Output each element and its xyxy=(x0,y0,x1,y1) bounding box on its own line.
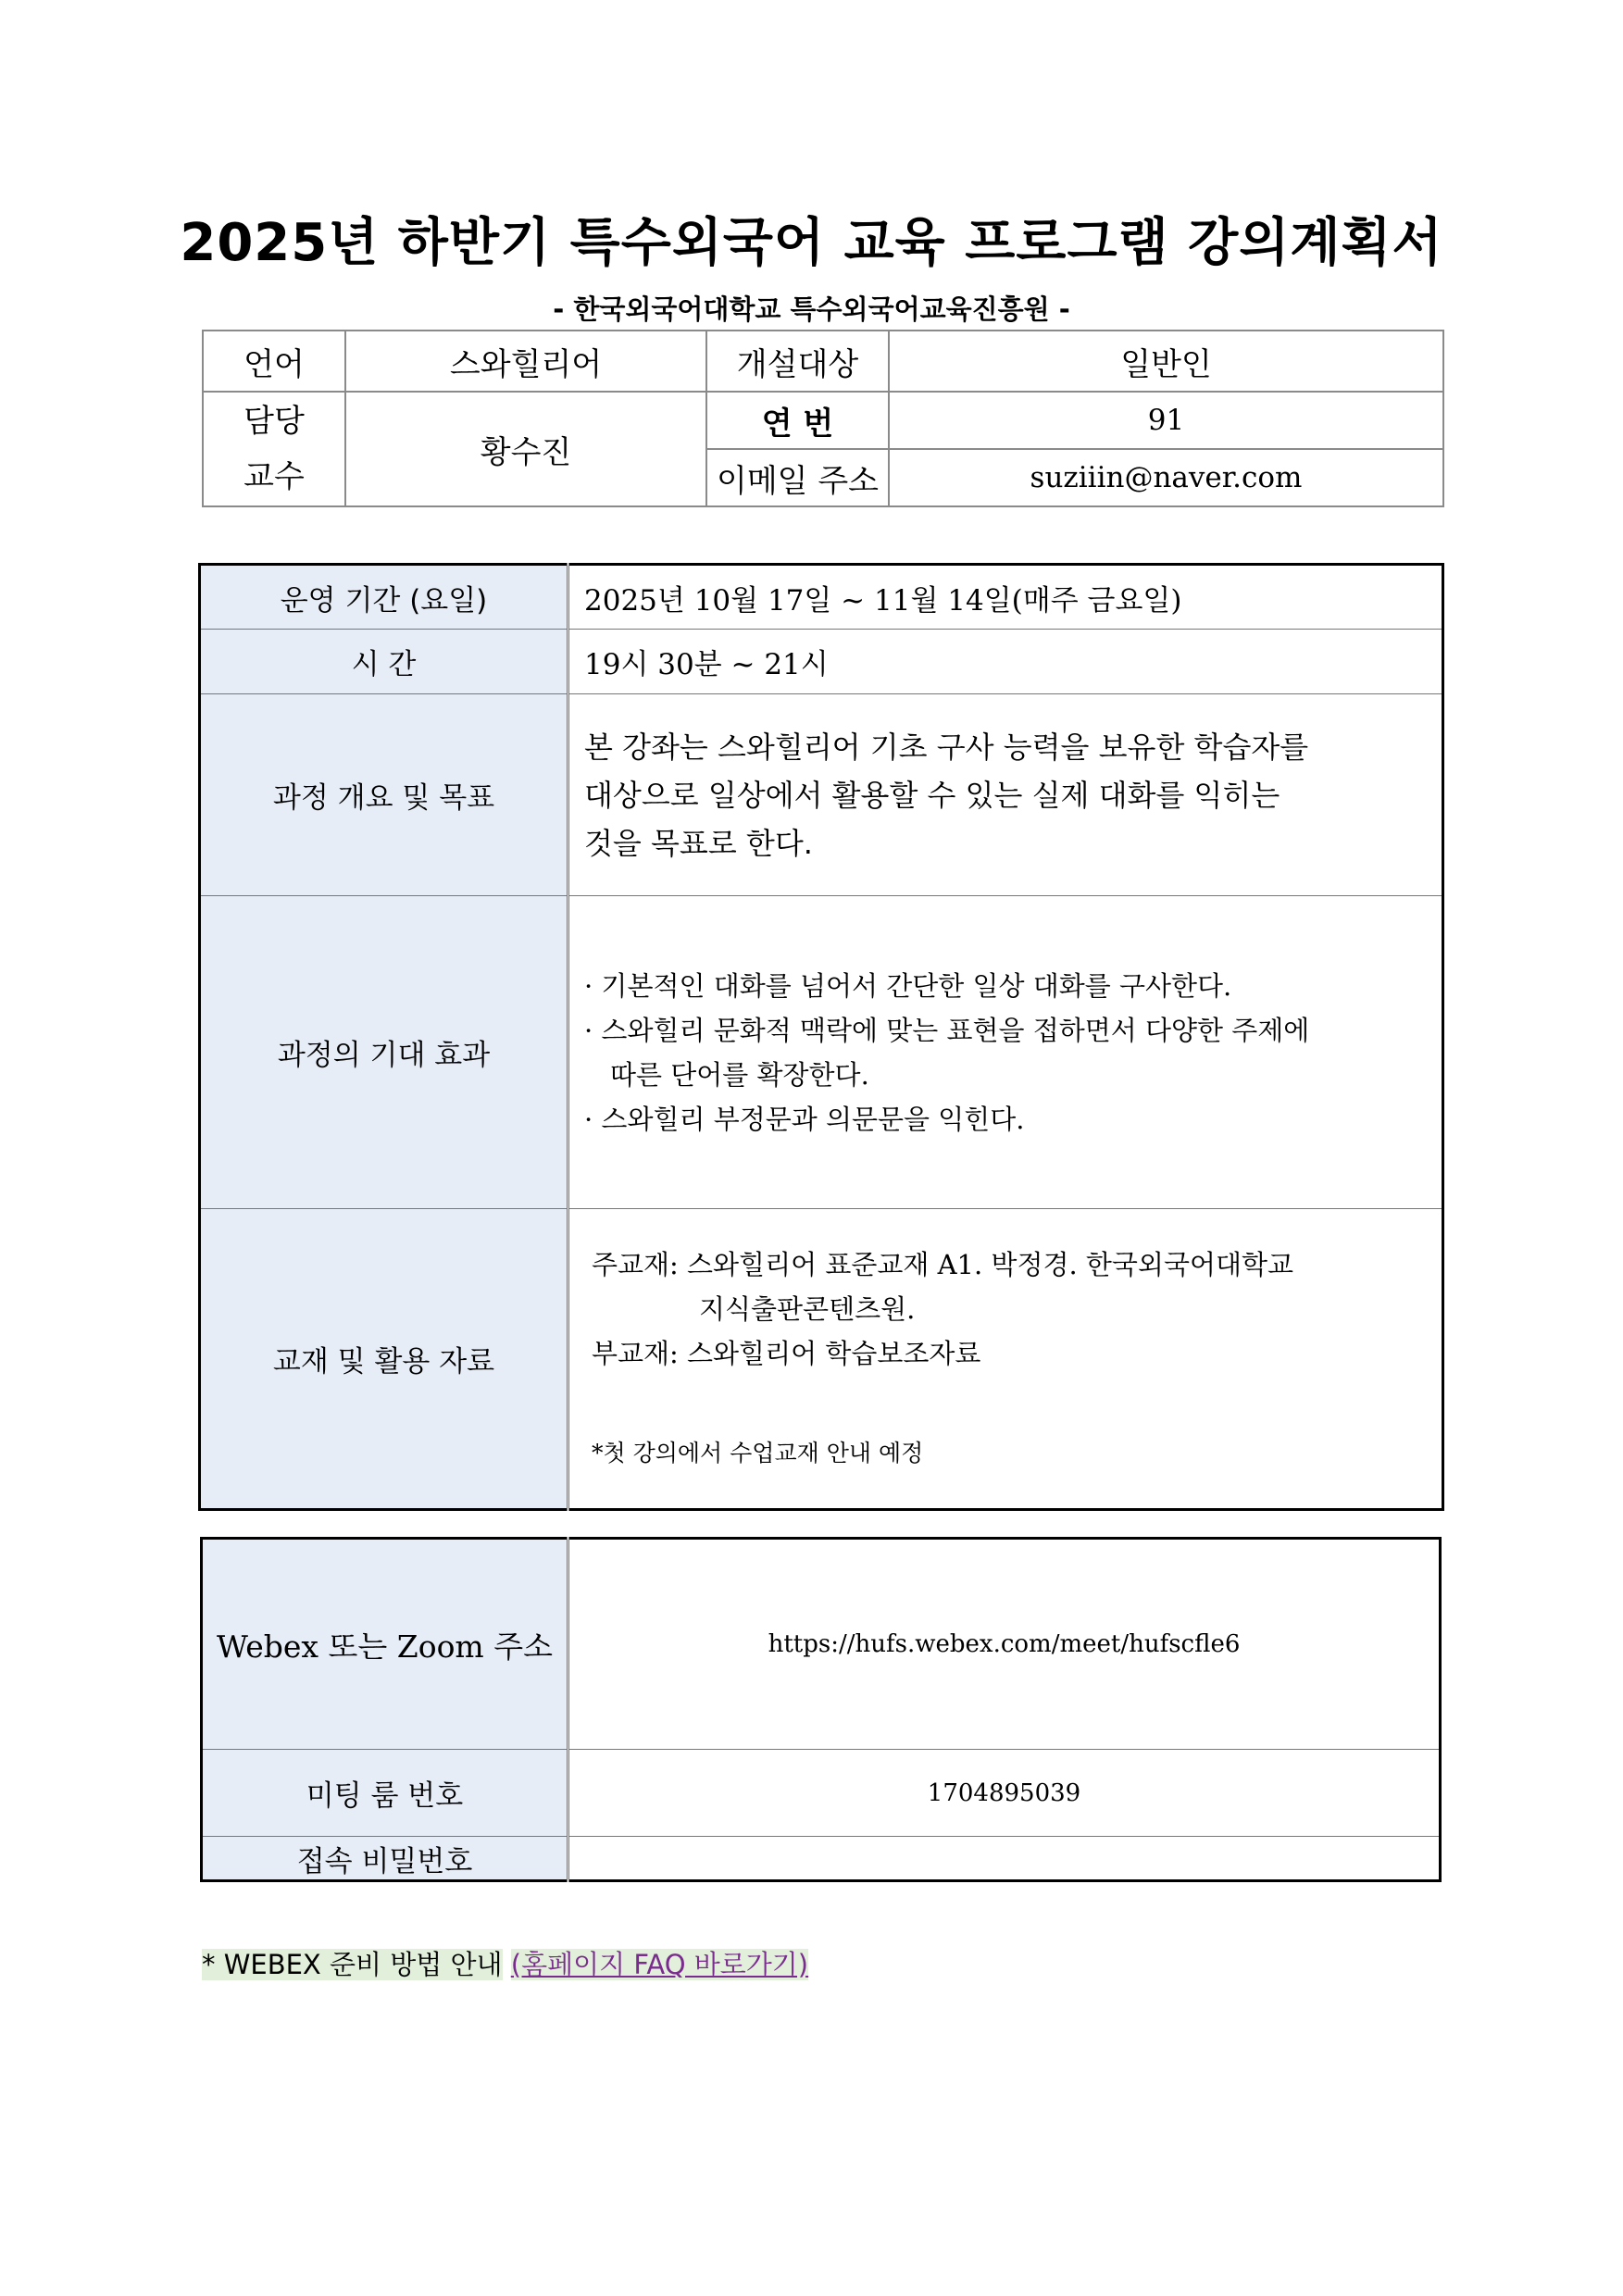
language-value: 스와힐리어 xyxy=(345,331,706,392)
time-label: 시 간 xyxy=(200,630,568,694)
materials-note: *첫 강의에서 수업교재 안내 예정 xyxy=(592,1439,924,1466)
online-meeting-table xyxy=(200,1537,1442,1882)
instructor-label xyxy=(203,392,345,506)
period-value: 2025년 10월 17일 ~ 11월 14일(매주 금요일) xyxy=(568,565,1443,630)
room-number-label: 미팅 룸 번호 xyxy=(202,1750,568,1837)
target-value: 일반인 xyxy=(889,331,1443,392)
effects-item: · 스와힐리 부정문과 의문문을 익힌다. xyxy=(584,1103,1025,1135)
effects-item: · 기본적인 대화를 넘어서 간단한 일상 대화를 구사한다. xyxy=(584,969,1232,1002)
password-label: 접속 비밀번호 xyxy=(202,1837,568,1881)
sub-textbook: 부교재: 스와힐리어 학습보조자료 xyxy=(592,1337,981,1369)
effects-cell xyxy=(568,896,1443,1209)
overview-line: 본 강좌는 스와힐리어 기초 구사 능력을 보유한 학습자를 xyxy=(584,729,1309,765)
course-info-table xyxy=(202,330,1444,507)
effects-item: · 스와힐리 문화적 맥락에 맞는 표현을 접하면서 다양한 주제에 xyxy=(584,1014,1310,1046)
webex-guide-note xyxy=(202,1944,808,1982)
materials-label: 교재 및 활용 자료 xyxy=(200,1209,568,1510)
document-title: 2025년 하반기 특수외국어 교육 프로그램 강의계획서 xyxy=(180,213,1443,273)
overview-line: 대상으로 일상에서 활용할 수 있는 실제 대화를 익히는 xyxy=(584,777,1280,813)
webex-guide-text: * WEBEX 준비 방법 안내 xyxy=(202,1949,503,1980)
meeting-url-label: Webex 또는 Zoom 주소 xyxy=(202,1539,568,1750)
effects-item-continuation: 따른 단어를 확장한다. xyxy=(610,1058,869,1091)
main-textbook-publisher: 지식출판콘텐츠원. xyxy=(699,1292,916,1325)
main-textbook: 주교재: 스와힐리어 표준교재 A1. 박정경. 한국외국어대학교 xyxy=(592,1248,1294,1280)
overview-line: 것을 목표로 한다. xyxy=(584,825,813,861)
email-label: 이메일 주소 xyxy=(706,449,889,506)
email-value: suziiin@naver.com xyxy=(889,449,1443,506)
overview-cell xyxy=(568,694,1443,896)
number-value: 91 xyxy=(889,392,1443,449)
instructor-label-line1: 담당 xyxy=(243,403,305,440)
materials-list xyxy=(592,1242,1442,1476)
document-subtitle: - 한국외국어대학교 특수외국어교육진흥원 - xyxy=(553,293,1070,325)
effects-label: 과정의 기대 효과 xyxy=(200,896,568,1209)
effects-list xyxy=(584,964,1442,1142)
instructor-label-line2: 교수 xyxy=(243,458,305,495)
target-label: 개설대상 xyxy=(706,331,889,392)
room-number-value: 1704895039 xyxy=(568,1750,1441,1837)
instructor-value: 황수진 xyxy=(345,392,706,506)
time-value: 19시 30분 ~ 21시 xyxy=(568,630,1443,694)
number-label: 연 번 xyxy=(706,392,889,449)
faq-link[interactable]: (홈페이지 FAQ 바로가기) xyxy=(510,1949,809,1980)
period-label: 운영 기간 (요일) xyxy=(200,565,568,630)
language-label: 언어 xyxy=(203,331,345,392)
password-value xyxy=(568,1837,1441,1881)
materials-cell xyxy=(568,1209,1443,1510)
meeting-url-link[interactable]: https://hufs.webex.com/meet/hufscfle6 xyxy=(568,1539,1441,1750)
course-plan-table xyxy=(198,563,1444,1511)
overview-label: 과정 개요 및 목표 xyxy=(200,694,568,896)
